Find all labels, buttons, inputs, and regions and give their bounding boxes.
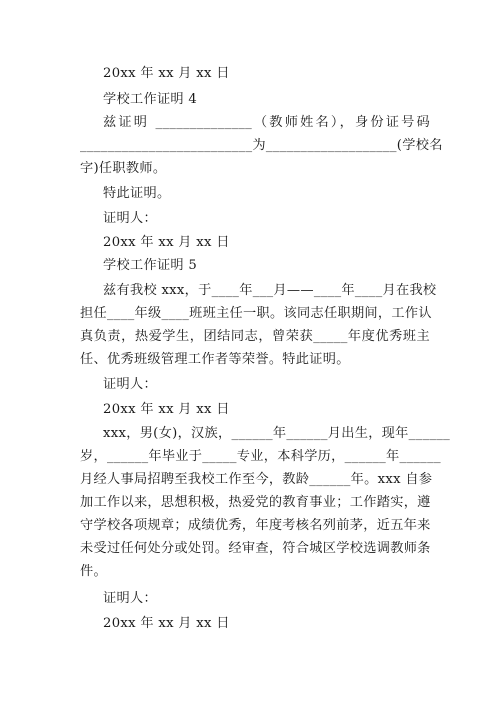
paragraph-line: 件。: [80, 564, 107, 579]
paragraph-line: 未受过任何处分或处罚。经审查，符合城区学校选调教师条: [80, 541, 431, 556]
certifier-label: 证明人：: [103, 377, 157, 392]
paragraph-line: 加工作以来，思想积极，热爱党的教育事业；工作踏实，遵: [80, 495, 431, 510]
paragraph-line: 字)任职教师。: [80, 161, 167, 176]
paragraph-line: xxx，男(女)，汉族，______年______月出生，现年______: [103, 426, 451, 441]
certifier-label: 证明人：: [103, 591, 157, 606]
section-title: 学校工作证明 4: [103, 92, 198, 107]
date-line: 20xx 年 xx 月 xx 日: [103, 616, 230, 631]
paragraph-line: 岁，______年毕业于_____专业，本科学历，______年______: [80, 449, 441, 464]
date-line: 20xx 年 xx 月 xx 日: [103, 235, 230, 250]
section-title: 学校工作证明 5: [103, 258, 198, 273]
date-line: 20xx 年 xx 月 xx 日: [103, 402, 230, 417]
closing-line: 特此证明。: [103, 186, 171, 201]
certifier-label: 证明人：: [103, 211, 157, 226]
paragraph-line: 兹证明 ______________（教师姓名），身份证号码: [103, 115, 430, 130]
paragraph-line: 月经人事局招聘至我校工作至今，教龄______年。xxx 自参: [80, 472, 433, 487]
paragraph-line: 兹有我校 xxx，于____年___月——____年____月在我校: [103, 283, 437, 298]
paragraph-line: 守学校各项规章；成绩优秀，年度考核名列前茅，近五年来: [80, 518, 431, 533]
paragraph-line: _________________________为___________________(学校名: [80, 138, 443, 153]
paragraph-line: 任、优秀班级管理工作者等荣誉。特此证明。: [80, 352, 350, 367]
paragraph-line: 真负责，热爱学生，团结同志，曾荣获_____年度优秀班主: [80, 329, 430, 344]
date-line: 20xx 年 xx 月 xx 日: [103, 66, 230, 81]
paragraph-line: 担任____年级____班班主任一职。该同志任职期间，工作认: [80, 306, 432, 321]
